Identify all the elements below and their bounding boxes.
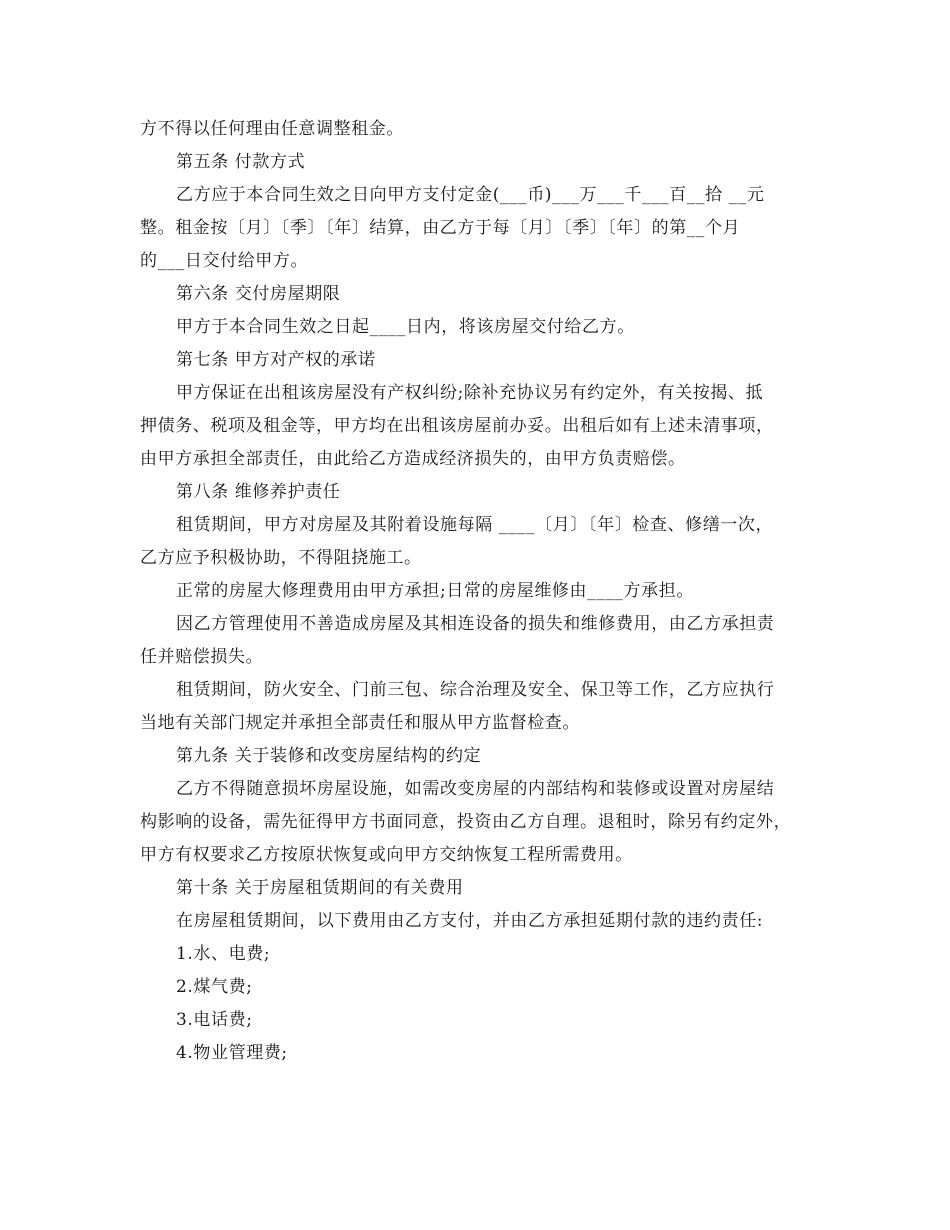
text-line: 租赁期间，甲方对房屋及其附着设施每隔 ____〔月〕〔年〕检查、修缮一次， <box>176 515 774 535</box>
section-heading-5: 第五条 付款方式 <box>176 152 306 172</box>
text-line: 乙方应于本合同生效之日向甲方支付定金(___币)___万___千___百__拾 __元 <box>176 185 765 205</box>
text-line: 甲方保证在出租该房屋没有产权纠纷;除补充协议另有约定外，有关按揭、抵 <box>176 383 764 403</box>
list-item: 3.电话费; <box>176 1010 253 1030</box>
section-heading-8: 第八条 维修养护责任 <box>176 482 341 502</box>
text-line: 任并赔偿损失。 <box>140 647 264 667</box>
list-item: 2.煤气费; <box>176 977 253 997</box>
text-line: 构影响的设备，需先征得甲方书面同意，投资由乙方自理。退租时，除另有约定外， <box>140 812 792 832</box>
text-line: 乙方应予积极协助，不得阻挠施工。 <box>140 548 422 568</box>
section-heading-7: 第七条 甲方对产权的承诺 <box>176 350 376 370</box>
text-line: 乙方不得随意损坏房屋设施，如需改变房屋的内部结构和装修或设置对房屋结 <box>176 779 775 799</box>
text-line: 甲方有权要求乙方按原状恢复或向甲方交纳恢复工程所需费用。 <box>140 845 633 865</box>
section-heading-9: 第九条 关于装修和改变房屋结构的约定 <box>176 746 482 766</box>
text-line: 由甲方承担全部责任，由此给乙方造成经济损失的，由甲方负责赔偿。 <box>140 449 686 469</box>
text-line: 押债务、税项及租金等，甲方均在出租该房屋前办妥。出租后如有上述未清事项， <box>140 416 774 436</box>
text-line: 正常的房屋大修理费用由甲方承担;日常的房屋维修由____方承担。 <box>176 581 694 601</box>
text-line: 方不得以任何理由任意调整租金。 <box>140 119 404 139</box>
text-line: 的___日交付给甲方。 <box>140 251 309 271</box>
section-heading-10: 第十条 关于房屋租赁期间的有关费用 <box>176 878 464 898</box>
text-line: 当地有关部门规定并承担全部责任和服从甲方监督检查。 <box>140 713 580 733</box>
text-line: 甲方于本合同生效之日起____日内，将该房屋交付给乙方。 <box>176 317 635 337</box>
text-line: 在房屋租赁期间，以下费用由乙方支付，并由乙方承担延期付款的违约责任: <box>176 911 764 931</box>
text-line: 因乙方管理使用不善造成房屋及其相连设备的损失和维修费用，由乙方承担责 <box>176 614 775 634</box>
document-body <box>140 113 820 1070</box>
list-item: 4.物业管理费; <box>176 1043 288 1063</box>
list-item: 1.水、电费; <box>176 944 271 964</box>
section-heading-6: 第六条 交付房屋期限 <box>176 284 341 304</box>
text-line: 整。租金按〔月〕〔季〕〔年〕结算，由乙方于每〔月〕〔季〕〔年〕的第__个月 <box>140 218 741 238</box>
text-line: 租赁期间，防火安全、门前三包、综合治理及安全、保卫等工作，乙方应执行 <box>176 680 775 700</box>
